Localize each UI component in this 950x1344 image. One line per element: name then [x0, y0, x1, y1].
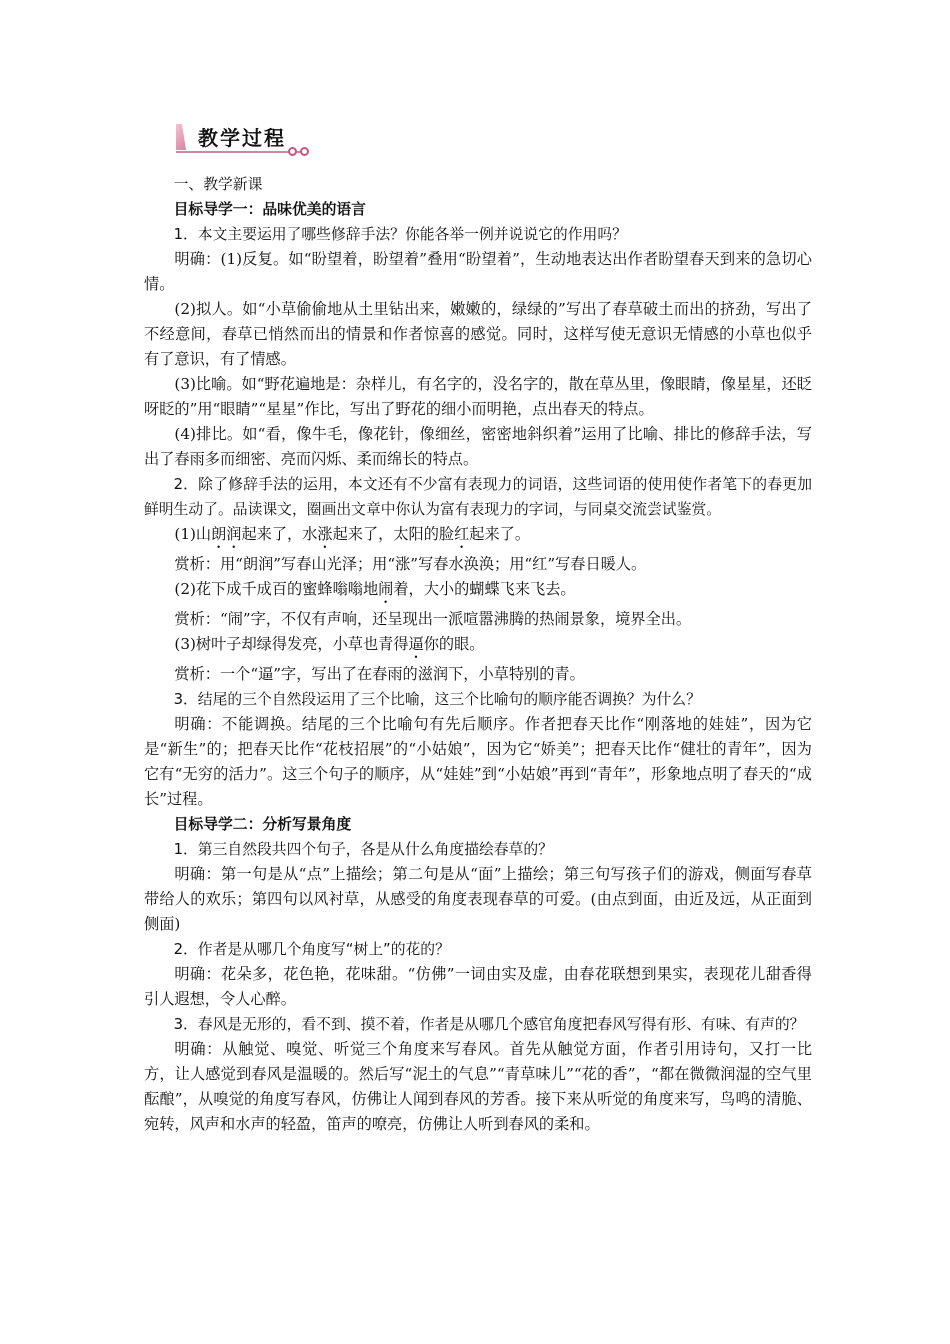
header-ornament-dot: [288, 147, 297, 156]
goal2-question-2: 2．作者是从哪几个角度写“树上”的花的？: [173, 941, 450, 958]
goal1-heading: 目标导学一：品味优美的语言: [173, 201, 366, 218]
goal1-answer-1-4: (4)排比。如“看，像牛毛，像花针，像细丝，密密地斜织着”运用了比喻、排比的修辞手法，写出了春雨多而细密、亮而闪烁、柔而绵长的特点。: [144, 425, 812, 468]
header-title: 教学过程: [198, 126, 286, 150]
header-underline: [176, 151, 302, 153]
goal2-answer-1: 明确：第一句是从“点”上描绘；第二句是从“面”上描绘；第三句写孩子们的游戏，侧面写春草带给人的欢乐；第四句以风衬草，从感受的角度表现春草的可爱。(由点到面，由近及远，从正面到侧面): [144, 865, 812, 933]
goal1-question-1: 1．本文主要运用了哪些修辞手法？你能各举一例并说说它的作用吗？: [173, 226, 627, 243]
goal1-question-3: 3．结尾的三个自然段运用了三个比喻，这三个比喻句的顺序能否调换？为什么？: [173, 691, 701, 708]
goal2-heading: 目标导学二：分析写景角度: [173, 816, 352, 833]
goal1-answer-1-3: (3)比喻。如“野花遍地是：杂样儿，有名字的，没名字的，散在草丛里，像眼睛，像星星，还眨呀眨的”用“眼睛”“星星”作比，写出了野花的细小而明艳，点出春天的特点。: [144, 375, 812, 418]
goal2-answer-3: 明确：从触觉、嗅觉、听觉三个角度来写春风。首先从触觉方面，作者引用诗句，又打一比方，让人感觉到春风是温暖的。然后写“泥土的气息”“青草味儿”“花的香”，“都在微微润湿的空气里酝酿”，从嗅觉的角度写春风，仿佛让人闻到春风的芳香。接下来从听觉的角度来写，鸟鸣的清脆、宛转，风声和水声的轻盈，笛声的嘹亮，仿佛让人听到春风的柔和。: [144, 1040, 812, 1133]
lesson-content: [144, 172, 812, 1137]
goal1-example-3-note: 赏析：一个“逼”字，写出了在春雨的滋润下，小草特别的青。: [174, 665, 585, 683]
header-accent-bar: [176, 124, 186, 150]
goal2-answer-2: 明确：花朵多，花色艳，花味甜。“仿佛”一词由实及虚，由春花联想到果实，表现花儿甜香得引人遐想，令人心醉。: [144, 965, 812, 1008]
section-title: 一、教学新课: [173, 176, 263, 193]
goal1-example-1: (1)山朗润起来了，水涨起来了，太阳的脸红起来了。: [174, 525, 531, 543]
goal1-answer-1-2: (2)拟人。如“小草偷偷地从土里钻出来，嫩嫩的，绿绿的”写出了春草破土而出的挤劲，写出了不经意间，春草已悄然而出的情景和作者惊喜的感觉。同时，这样写使无意识无情感的小草也似乎有了意识，有了情感。: [144, 300, 812, 368]
goal1-example-2: (2)花下成千成百的蜜蜂嗡嗡地闹着，大小的蝴蝶飞来飞去。: [174, 580, 576, 598]
goal1-answer-3: 明确：不能调换。结尾的三个比喻句有先后顺序。作者把春天比作“刚落地的娃娃”，因为它是“新生”的；把春天比作“花枝招展”的“小姑娘”，因为它“娇美”；把春天比作“健壮的青年”，因为它有“无穷的活力”。这三个句子的顺序，从“娃娃”到“小姑娘”再到“青年”，形象地点明了春天的“成长”过程。: [144, 715, 812, 808]
goal1-answer-1-1: 明确：(1)反复。如“盼望着，盼望着”叠用“盼望着”，生动地表达出作者盼望春天到来的急切心情。: [144, 250, 812, 293]
goal1-example-2-note: 赏析：“闹”字，不仅有声响，还呈现出一派喧嚣沸腾的热闹景象，境界全出。: [174, 610, 692, 628]
goal1-question-2: 2．除了修辞手法的运用，本文还有不少富有表现力的词语，这些词语的使用使作者笔下的春更加鲜明生动了。品读课文，圈画出文章中你认为富有表现力的字词，与同桌交流尝试鉴赏。: [144, 476, 812, 518]
section-header: [176, 122, 316, 156]
goal1-example-1-note: 赏析：用“朗润”写春山光泽；用“涨”写春水涣涣；用“红”写春日暖人。: [174, 555, 647, 573]
goal2-question-1: 1．第三自然段共四个句子，各是从什么角度描绘春草的？: [173, 841, 553, 858]
header-ornament-dot: [300, 147, 309, 156]
goal2-question-3: 3．春风是无形的，看不到、摸不着，作者是从哪几个感官角度把春风写得有形、有味、有声的？: [173, 1016, 805, 1033]
goal1-example-3: (3)树叶子却绿得发亮，小草也青得逼你的眼。: [174, 635, 485, 653]
